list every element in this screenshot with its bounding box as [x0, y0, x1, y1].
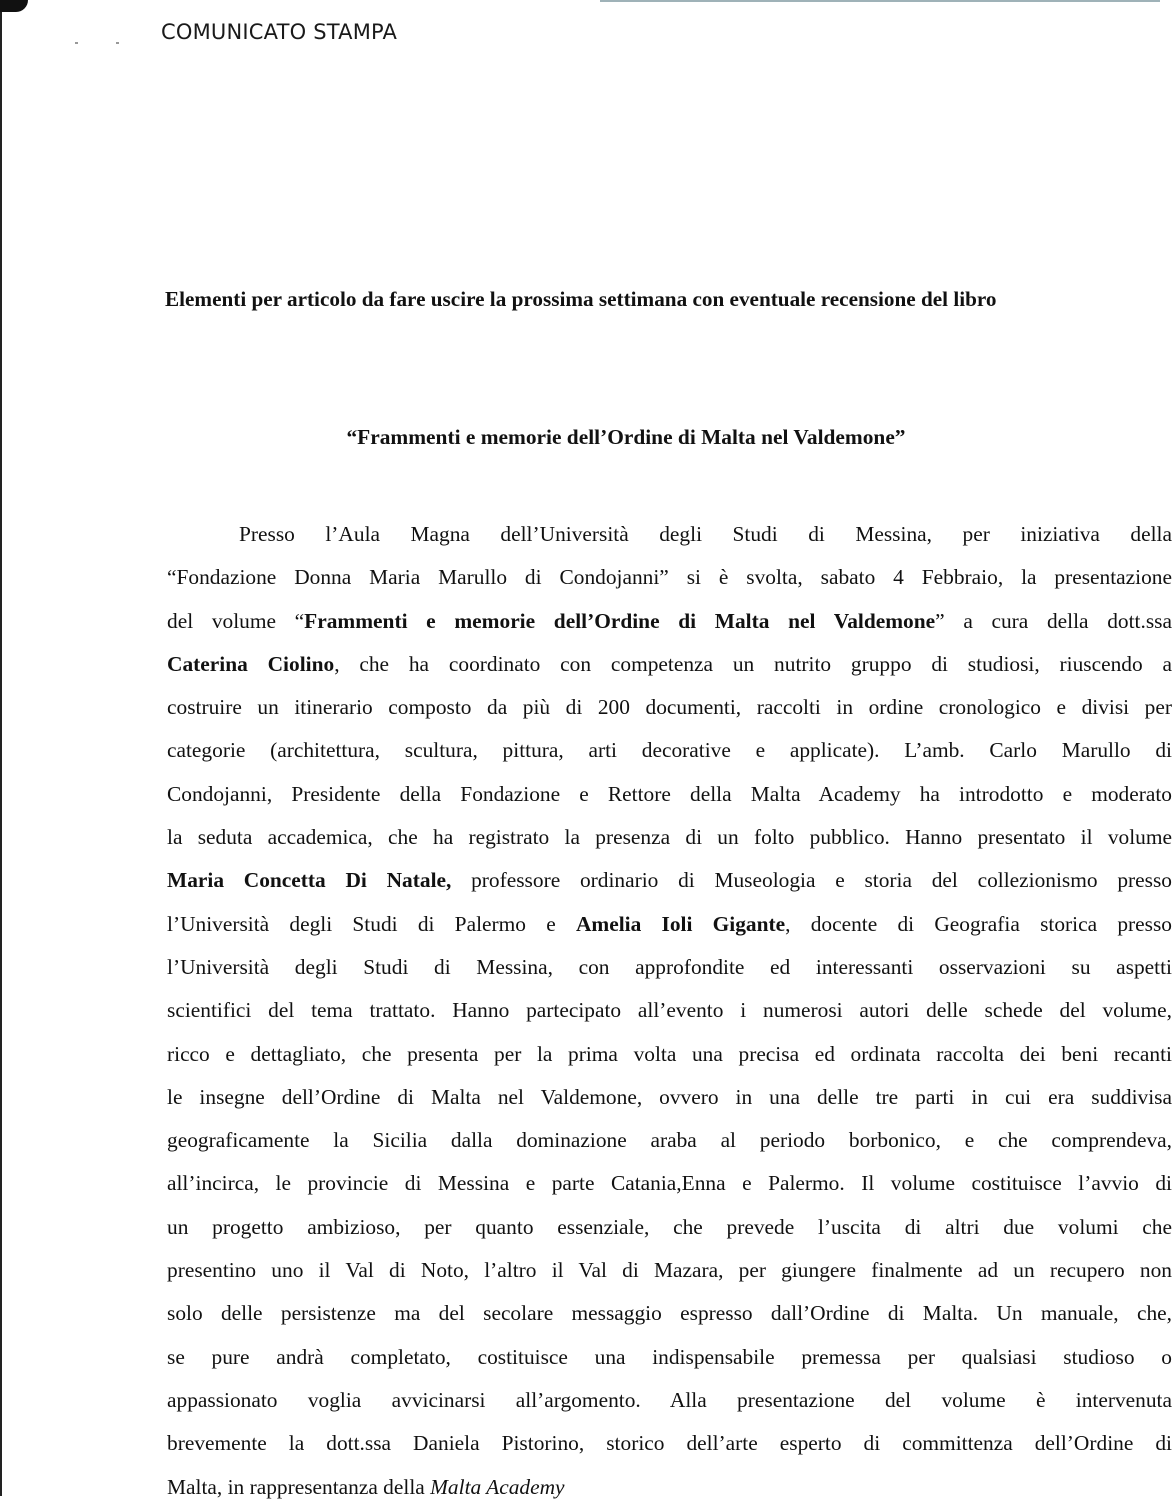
presenter-name: Amelia Ioli Gigante — [575, 911, 786, 936]
body-line: solo delle persistenze ma del secolare messaggio espresso dall’Ordine di Malta. Un manuale, che, — [167, 1301, 1172, 1326]
scan-edge-left — [0, 0, 2, 1496]
body-line — [167, 643, 1172, 686]
body-line — [167, 1466, 1172, 1509]
article-heading: Elementi per articolo da fare uscire la prossima settimana con eventuale recensione del libro — [165, 287, 997, 311]
body-line: appassionato voglia avvicinarsi all’argomento. Alla presentazione del volume è intervenuta — [167, 1387, 1172, 1412]
body-text-run: Malta, in rappresentanza della — [167, 1474, 431, 1499]
body-line: presentino uno il Val di Noto, l’altro il Val di Mazara, per giungere finalmente ad un recupero non — [167, 1258, 1172, 1283]
scan-edge-corner — [0, 0, 28, 12]
body-line: se pure andrà completato, costituisce una indispensabile premessa per qualsiasi studioso o — [167, 1344, 1172, 1369]
press-release-header: COMUNICATO STAMPA — [161, 20, 398, 44]
presenter-name: Maria Concetta Di Natale, — [167, 868, 452, 893]
body-text-run: l’Università degli Studi di Palermo e — [167, 911, 576, 936]
body-line: all’incirca, le provincie di Messina e parte Catania,Enna e Palermo. Il volume costituisce l’avvio di — [167, 1171, 1172, 1196]
body-line: Presso l’Aula Magna dell’Università degli Studi di Messina, per iniziativa della — [239, 522, 1172, 546]
body-line: le insegne dell’Ordine di Malta nel Valdemone, ovvero in una delle tre parti in cui era suddivisa — [167, 1084, 1172, 1109]
body-line: geograficamente la Sicilia dalla dominazione araba al periodo borbonico, e che comprendeva, — [167, 1128, 1172, 1153]
body-line — [167, 859, 1172, 902]
scan-speck — [75, 42, 78, 44]
body-line: la seduta accademica, che ha registrato la presenza di un folto pubblico. Hanno presentato il volume — [167, 825, 1172, 850]
body-text-run: del volume “ — [167, 608, 305, 633]
body-line: “Fondazione Donna Maria Marullo di Condojanni” si è svolta, sabato 4 Febbraio, la presentazione — [167, 565, 1172, 590]
body-line: un progetto ambizioso, per quanto essenziale, che prevede l’uscita di altri due volumi che — [167, 1214, 1172, 1239]
book-title: “Frammenti e memorie dell’Ordine di Malta nel Valdemone” — [346, 425, 906, 449]
body-text-run: , che ha coordinato con competenza un nutrito gruppo di studiosi, riuscendo a — [334, 651, 1173, 676]
body-line: categorie (architettura, scultura, pittura, arti decorative e applicate). L’amb. Carlo Marullo di — [167, 738, 1172, 763]
body-text-run: ” a cura della dott.ssa — [935, 608, 1172, 633]
body-line: costruire un itinerario composto da più di 200 documenti, raccolti in ordine cronologico e divisi per — [167, 695, 1172, 720]
editor-name: Caterina Ciolino — [167, 651, 335, 676]
body-line: brevemente la dott.ssa Daniela Pistorino, storico dell’arte esperto di committenza dell’Ordine di — [167, 1431, 1172, 1456]
academy-name: Malta Academy — [430, 1474, 565, 1499]
body-line: l’Università degli Studi di Messina, con approfondite ed interessanti osservazioni su aspetti — [167, 954, 1172, 979]
book-title-inline: Frammenti e memorie dell’Ordine di Malta nel Valdemone — [304, 608, 936, 633]
body-text-run: , docente di Geografia storica presso — [785, 911, 1172, 936]
scan-speck — [116, 42, 119, 44]
body-line: scientifici del tema trattato. Hanno partecipato all’evento i numerosi autori delle schede del volume, — [167, 998, 1172, 1023]
scan-edge-top-line — [600, 0, 1160, 2]
body-text-run: professore ordinario di Museologia e storia del collezionismo presso — [451, 868, 1172, 893]
article-body — [167, 513, 1172, 1509]
body-line — [167, 600, 1172, 643]
body-line: Condojanni, Presidente della Fondazione e Rettore della Malta Academy ha introdotto e moderato — [167, 781, 1172, 806]
body-line: ricco e dettagliato, che presenta per la prima volta una precisa ed ordinata raccolta dei beni recanti — [167, 1041, 1172, 1066]
body-line — [167, 903, 1172, 946]
